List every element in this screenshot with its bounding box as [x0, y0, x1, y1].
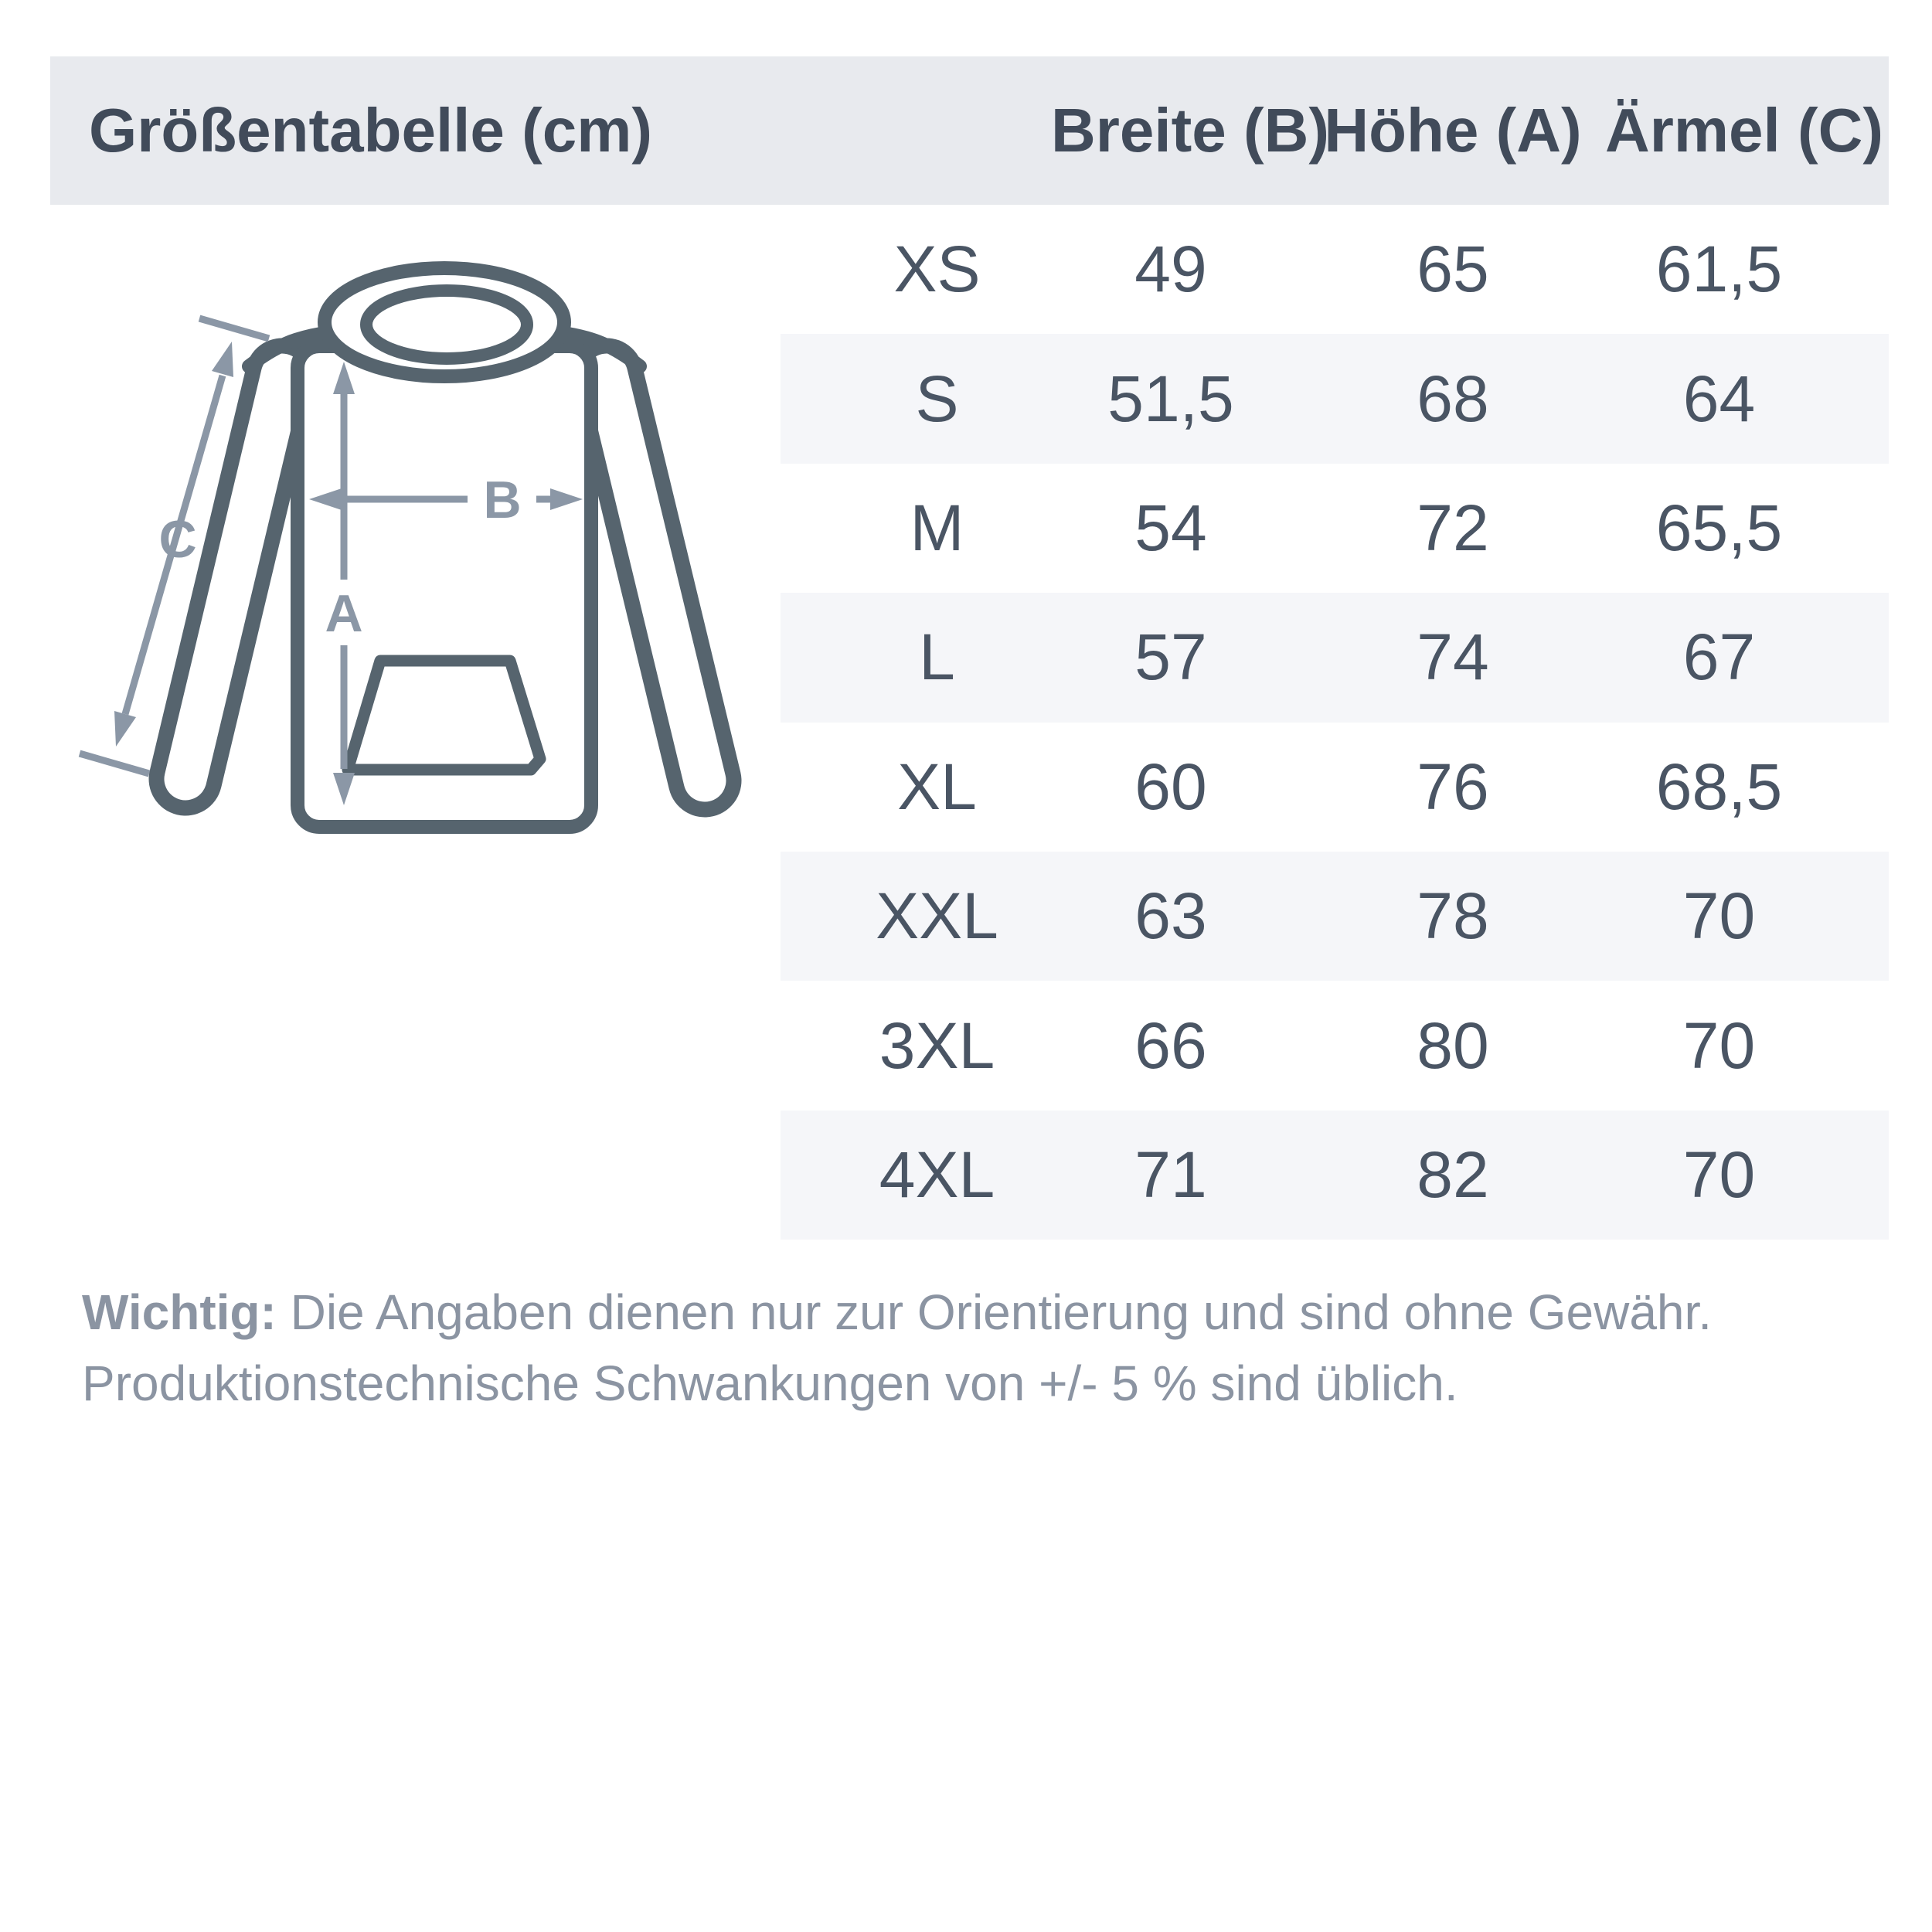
hoehe-value: 65: [1417, 233, 1489, 306]
table-row: [781, 981, 1889, 1110]
aermel-value: 70: [1682, 1138, 1756, 1211]
size-table-body: [781, 205, 1889, 1240]
aermel-value: 61,5: [1655, 233, 1783, 306]
note-line-2: Produktionstechnische Schwankungen von +/- 5 % sind üblich.: [82, 1355, 1458, 1411]
aermel-value: 68,5: [1655, 750, 1783, 823]
breite-value: 54: [1134, 491, 1207, 564]
breite-value: 60: [1134, 750, 1207, 823]
hoehe-value: 78: [1417, 879, 1489, 953]
hoehe-value: 80: [1417, 1009, 1489, 1082]
size-label: XXL: [876, 879, 998, 953]
size-label: S: [915, 362, 959, 435]
hoodie-pocket: [348, 661, 540, 770]
note-important-label: Wichtig:: [82, 1284, 277, 1340]
hoodie-hood: [325, 268, 564, 376]
aermel-value: 65,5: [1655, 491, 1783, 564]
size-label: 4XL: [879, 1138, 995, 1211]
hoehe-value: 82: [1417, 1138, 1489, 1211]
hoehe-value: 76: [1417, 750, 1489, 823]
table-row: [781, 334, 1889, 463]
size-label: M: [910, 491, 964, 564]
hoehe-value: 68: [1417, 362, 1489, 435]
column-header-breite: Breite (B): [1051, 96, 1330, 165]
table-row: [781, 205, 1889, 334]
column-header-hoehe: Höhe (A): [1324, 96, 1582, 165]
table-row: [781, 852, 1889, 981]
label-a: A: [325, 584, 363, 643]
size-label: 3XL: [879, 1009, 995, 1082]
disclaimer-note: [82, 1277, 1859, 1419]
note-line-1: [82, 1277, 1859, 1348]
breite-value: 63: [1134, 879, 1207, 953]
page-title: Größentabelle (cm): [89, 96, 653, 165]
size-label: L: [919, 621, 955, 694]
size-label: XS: [893, 233, 981, 306]
hoehe-value: 72: [1417, 491, 1489, 564]
label-c: C: [158, 510, 197, 569]
table-row: [781, 723, 1889, 852]
hoodie-measurement-diagram: [46, 224, 781, 958]
size-label: XL: [897, 750, 977, 823]
breite-value: 49: [1134, 233, 1207, 306]
aermel-value: 70: [1682, 879, 1756, 953]
table-row: [781, 464, 1889, 593]
column-header-aermel: Ärmel (C): [1604, 96, 1884, 165]
breite-value: 71: [1134, 1138, 1207, 1211]
size-chart-header: [50, 56, 1889, 205]
label-b: B: [483, 471, 522, 529]
hoehe-value: 74: [1417, 621, 1489, 694]
table-row: [781, 593, 1889, 722]
aermel-value: 64: [1682, 362, 1756, 435]
breite-value: 66: [1134, 1009, 1207, 1082]
note-line-1-text: Die Angaben dienen nur zur Orientierung und sind ohne Gewähr.: [276, 1284, 1713, 1340]
breite-value: 57: [1134, 621, 1207, 694]
aermel-value: 67: [1682, 621, 1756, 694]
breite-value: 51,5: [1107, 362, 1234, 435]
aermel-value: 70: [1682, 1009, 1756, 1082]
table-row: [781, 1111, 1889, 1240]
